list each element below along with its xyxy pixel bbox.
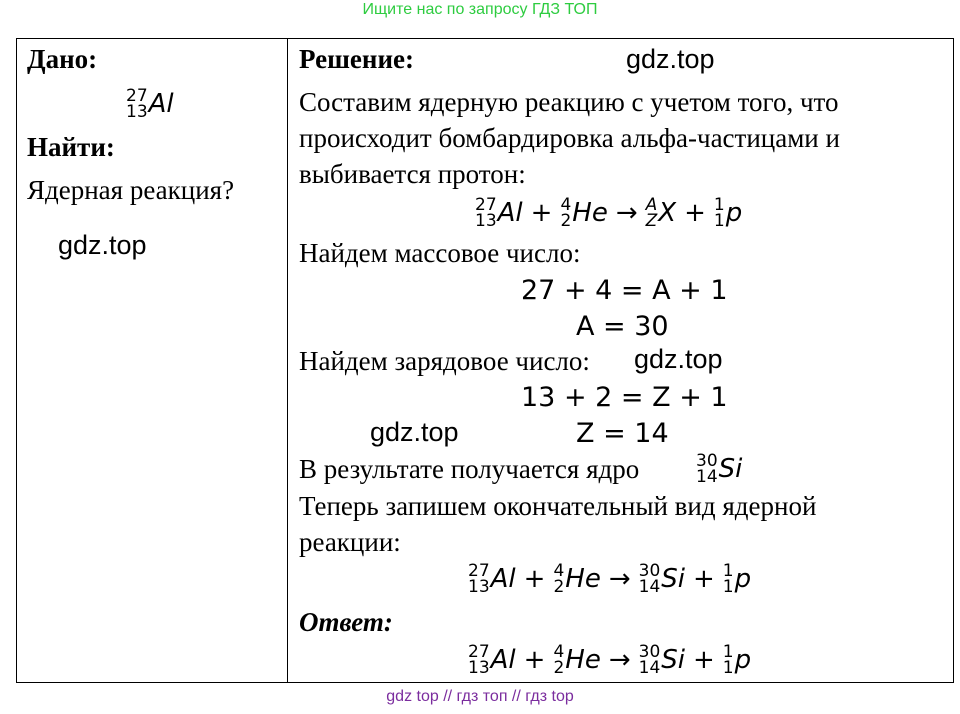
charge-equation-1: 13 + 2 = Z + 1 <box>521 382 728 413</box>
intro-line-1: Составим ядерную реакцию с учетом того, что <box>299 87 839 117</box>
final-line-2: реакции: <box>299 527 401 557</box>
mass-equation-1: 27 + 4 = A + 1 <box>521 275 728 306</box>
reaction-equation-3: 27 13 Al + 4 2 He → 30 14 Si + 1 1 p <box>468 642 752 679</box>
intro-line-3: выбивается протон: <box>299 159 526 189</box>
charge-title: Найдем зарядовое число: <box>299 346 590 376</box>
charge-equation-2: Z = 14 <box>576 418 669 449</box>
watermark: gdz.top <box>626 44 715 74</box>
top-banner: Ищите нас по запросу ГДЗ ТОП <box>362 1 598 18</box>
solution-title: Решение: <box>299 44 414 74</box>
result-text: В результате получается ядро <box>299 454 640 484</box>
given-nucleus: 27 13 Al <box>126 86 174 123</box>
watermark: gdz.top <box>634 344 723 374</box>
given-title: Дано: <box>27 44 98 74</box>
table-divider <box>287 38 288 683</box>
reaction-equation-1: 27 13 Al + 4 2 He → A Z X + 1 1 p <box>475 195 743 232</box>
final-line-1: Теперь запишем окончательный вид ядерной <box>299 491 817 521</box>
find-title: Найти: <box>27 132 115 162</box>
mass-title: Найдем массовое число: <box>299 238 581 268</box>
bottom-banner: gdz top // гдз топ // гдз top <box>386 688 574 705</box>
result-nucleus: 30 14 Si <box>696 451 743 488</box>
watermark: gdz.top <box>58 230 147 260</box>
watermark: gdz.top <box>370 417 459 447</box>
mass-equation-2: A = 30 <box>576 311 669 342</box>
reaction-equation-2: 27 13 Al + 4 2 He → 30 14 Si + 1 1 p <box>468 561 752 598</box>
intro-line-2: происходит бомбардировка альфа-частицами и <box>299 123 840 153</box>
answer-title: Ответ: <box>299 607 393 637</box>
find-text: Ядерная реакция? <box>27 175 235 205</box>
